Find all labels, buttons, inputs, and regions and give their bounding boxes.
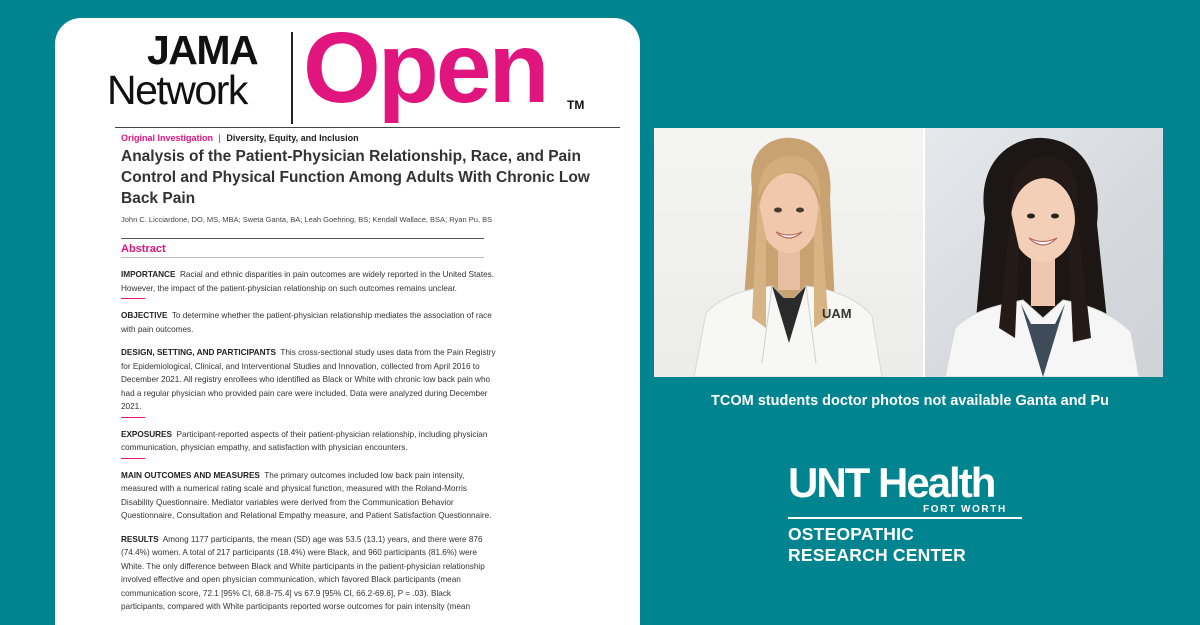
jama-masthead bbox=[55, 18, 640, 148]
abstract-section-objective bbox=[121, 309, 496, 336]
photo-student-blonde bbox=[654, 128, 923, 377]
photo-student-brunette bbox=[925, 128, 1163, 377]
category-separator: | bbox=[218, 133, 221, 143]
journal-page bbox=[55, 18, 640, 625]
photo-caption: TCOM students doctor photos not available Ganta and Pu bbox=[711, 393, 1109, 409]
coat-badge: UAM bbox=[822, 306, 852, 321]
section-text: Among 1177 participants, the mean (SD) age was 53.5 (13.1) years, and there were 876 (74.4%) women. A total of 217 participants (18.4%) were Black, and 960 participants (81.6%) were White. The only difference between Black and White participants in the patient-physician relationship involved effective and open physician communication, which favored Black participants (mean communication score, 72.1 [95% CI, 68.8-75.4] vs 67.9 [95% CI, 66.2-69.6], P = .03). Black participants, compared with White participants reported worse outcomes for pain intensity (mean bbox=[121, 534, 485, 611]
masthead-rule bbox=[115, 127, 620, 128]
logo-wordmark: UNT Health bbox=[788, 459, 995, 506]
section-text: The primary outcomes included low back pain intensity, measured with a numerical rating scale and physical function, measured with the Roland-Morris Disability Questionnaire. Mediator variables were derived from the Communication Behavior Questionnaire, Consultation and Relational Empathy measure, and Patient Satisfaction Questionnaire. bbox=[121, 470, 492, 520]
section-divider bbox=[121, 458, 145, 459]
article-type: Original Investigation bbox=[121, 133, 214, 143]
section-label: MAIN OUTCOMES AND MEASURES bbox=[121, 470, 260, 480]
logo-center-name bbox=[788, 524, 966, 566]
unt-health-logo bbox=[788, 459, 1028, 572]
abstract-section-results bbox=[121, 533, 496, 614]
logo-rule bbox=[788, 517, 1022, 519]
section-text: Participant-reported aspects of their patient-physician relationship, including physician communication, physician empathy, and satisfaction with physician encounters. bbox=[121, 429, 488, 452]
abstract-rule-top bbox=[121, 238, 484, 239]
section-label: EXPOSURES bbox=[121, 429, 172, 439]
abstract-section-exposures bbox=[121, 428, 496, 455]
abstract-rule-bottom bbox=[121, 257, 484, 258]
section-text: Racial and ethnic disparities in pain outcomes are widely reported in the United States. However, the impact of the patient-physician relationship on such outcomes remains unclear. bbox=[121, 270, 495, 293]
masthead-divider bbox=[291, 32, 293, 124]
article-content bbox=[121, 133, 590, 614]
logo-location: FORT WORTH bbox=[923, 504, 1007, 515]
student-photos bbox=[654, 128, 1163, 377]
section-label: RESULTS bbox=[121, 534, 159, 544]
section-label: DESIGN, SETTING, AND PARTICIPANTS bbox=[121, 348, 276, 357]
logo-center-line2: RESEARCH CENTER bbox=[788, 545, 967, 565]
section-text: This cross-sectional study uses data from the Pain Registry for Epidemiological, Clinical, and Interventional Studies and Innovation, collected from April 2016 to December 2021. All registry enrollees who identified as Black or White with chronic low back pain who had a regular physician who provided pain care were included. Data were analyzed during December 2021. bbox=[121, 348, 496, 411]
masthead-trademark: TM bbox=[567, 98, 585, 112]
article-category bbox=[121, 133, 496, 143]
article-title: Analysis of the Patient-Physician Relationship, Race, and Pain Control and Physical Function Among Adults With Chronic Low Back Pain bbox=[121, 148, 590, 207]
portrait-blonde-icon bbox=[654, 128, 923, 377]
abstract-section-outcomes bbox=[121, 469, 496, 523]
section-divider bbox=[121, 298, 145, 299]
masthead-open: Open bbox=[303, 18, 547, 124]
section-text: To determine whether the patient-physician relationship mediates the association of race with pain outcomes. bbox=[121, 311, 492, 334]
article-topic: Diversity, Equity, and Inclusion bbox=[226, 133, 359, 143]
logo-center-line1: OSTEOPATHIC bbox=[788, 524, 914, 544]
abstract-section-importance bbox=[121, 268, 496, 295]
section-divider bbox=[121, 417, 145, 418]
article-authors: John C. Licciardone, DO, MS, MBA; Sweta Ganta, BA; Leah Goehring, BS; Kendall Wallace, BSA; Ryan Pu, BS bbox=[121, 215, 493, 224]
abstract-heading: Abstract bbox=[121, 243, 166, 255]
section-label: IMPORTANCE bbox=[121, 270, 176, 279]
masthead-network: Network bbox=[107, 67, 247, 113]
portrait-brunette-icon bbox=[925, 128, 1163, 377]
abstract-section-design bbox=[121, 346, 496, 414]
masthead-jama: JAMA bbox=[147, 27, 258, 73]
section-label: OBJECTIVE bbox=[121, 311, 168, 320]
